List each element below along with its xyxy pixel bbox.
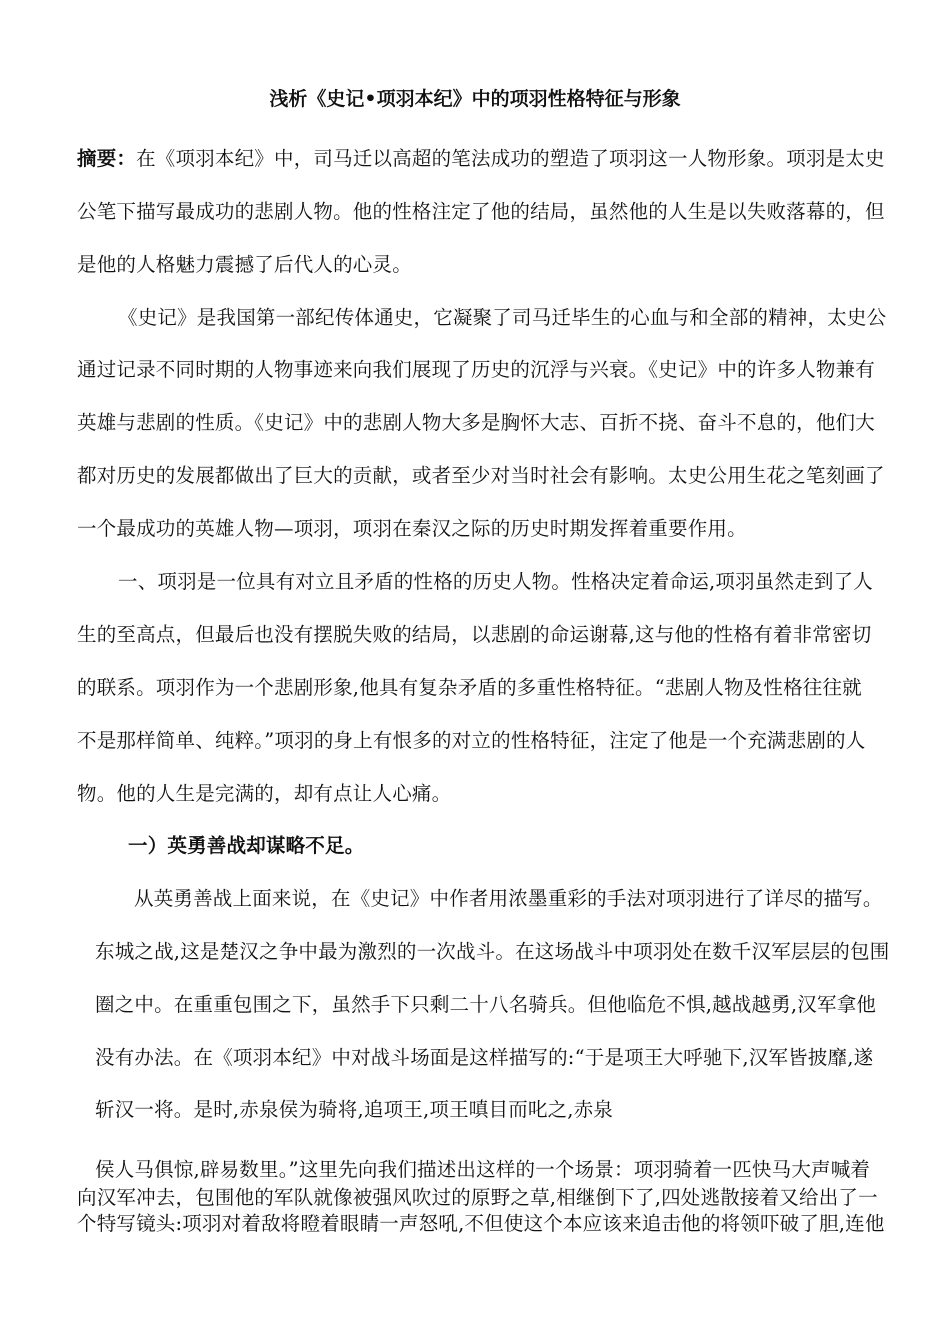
subsection1-line-2: 东城之战,这是楚汉之争中最为激烈的一次战斗。在这场战斗中项羽处在数千汉军层层的包围 [95, 940, 890, 963]
subsection1-tail-line-2: 向汉军冲去，包围他的军队就像被强风吹过的原野之草,相继倒下了,四处逃散接着又给出了一 [77, 1186, 878, 1209]
intro-line-3: 英雄与悲剧的性质。《史记》中的悲剧人物大多是胸怀大志、百折不挠、奋斗不息的，他们大 [77, 411, 875, 434]
intro-line-2: 通过记录不同时期的人物事迹来向我们展现了历史的沉浮与兴衰。《史记》中的许多人物兼有 [77, 358, 875, 381]
abstract-label: 摘要： [77, 147, 137, 170]
section1-line-1: 一、项羽是一位具有对立且矛盾的性格的历史人物。性格决定着命运,项羽虽然走到了人 [118, 570, 873, 593]
abstract-line-1 [77, 147, 885, 171]
abstract-text-1: 在《项羽本纪》中，司马迁以高超的笔法成功的塑造了项羽这一人物形象。项羽是太史 [136, 147, 885, 170]
subsection1-heading: 一）英勇善战却谋略不足。 [128, 834, 365, 857]
section1-line-4: 不是那样简单、纯粹。”项羽的身上有恨多的对立的性格特征，注定了他是一个充满悲剧的人 [77, 729, 866, 752]
subsection1-line-5: 斩汉一将。是时,赤泉侯为骑将,追项王,项王嗔目而叱之,赤泉 [95, 1098, 614, 1121]
section1-line-5: 物。他的人生是完满的，却有点让人心痛。 [77, 782, 452, 805]
intro-line-4: 都对历史的发展都做出了巨大的贡献，或者至少对当时社会有影响。太史公用生花之笔刻画了 [77, 464, 885, 487]
subsection1-line-1: 从英勇善战上面来说，在《史记》中作者用浓墨重彩的手法对项羽进行了详尽的描写。 [134, 887, 883, 910]
subsection1-line-3: 圈之中。在重重包围之下，虽然手下只剩二十八名骑兵。但他临危不惧,越战越勇,汉军拿他 [95, 993, 877, 1016]
section1-line-2: 生的至高点，但最后也没有摆脱失败的结局，以悲剧的命运谢幕,这与他的性格有着非常密切 [77, 623, 872, 646]
abstract-line-3: 是他的人格魅力震撼了后代人的心灵。 [77, 253, 412, 276]
document-title: 浅析《史记•项羽本纪》中的项羽性格特征与形象 [269, 88, 681, 110]
abstract-line-2: 公笔下描写最成功的悲剧人物。他的性格注定了他的结局，虽然他的人生是以失败落幕的，但 [77, 200, 885, 223]
subsection1-tail-line-1: 侯人马俱惊,辟易数里。”这里先向我们描述出这样的一个场景：项羽骑着一匹快马大声喊着 [95, 1158, 871, 1181]
section1-line-3: 的联系。项羽作为一个悲剧形象,他具有复杂矛盾的多重性格特征。“悲剧人物及性格往往就 [77, 676, 862, 699]
subsection1-tail-line-3: 个特写镜头:项羽对着敌将瞪着眼睛一声怒吼,不但使这个本应该来追击他的将领吓破了胆,连他 [77, 1212, 885, 1235]
subsection1-line-4: 没有办法。在《项羽本纪》中对战斗场面是这样描写的:“于是项王大呼驰下,汉军皆披靡,遂 [95, 1046, 874, 1069]
intro-line-5: 一个最成功的英雄人物—项羽，项羽在秦汉之际的历史时期发挥着重要作用。 [77, 517, 747, 540]
intro-line-1: 《史记》是我国第一部纪传体通史，它凝聚了司马迁毕生的心血与和全部的精神，太史公 [118, 306, 887, 329]
